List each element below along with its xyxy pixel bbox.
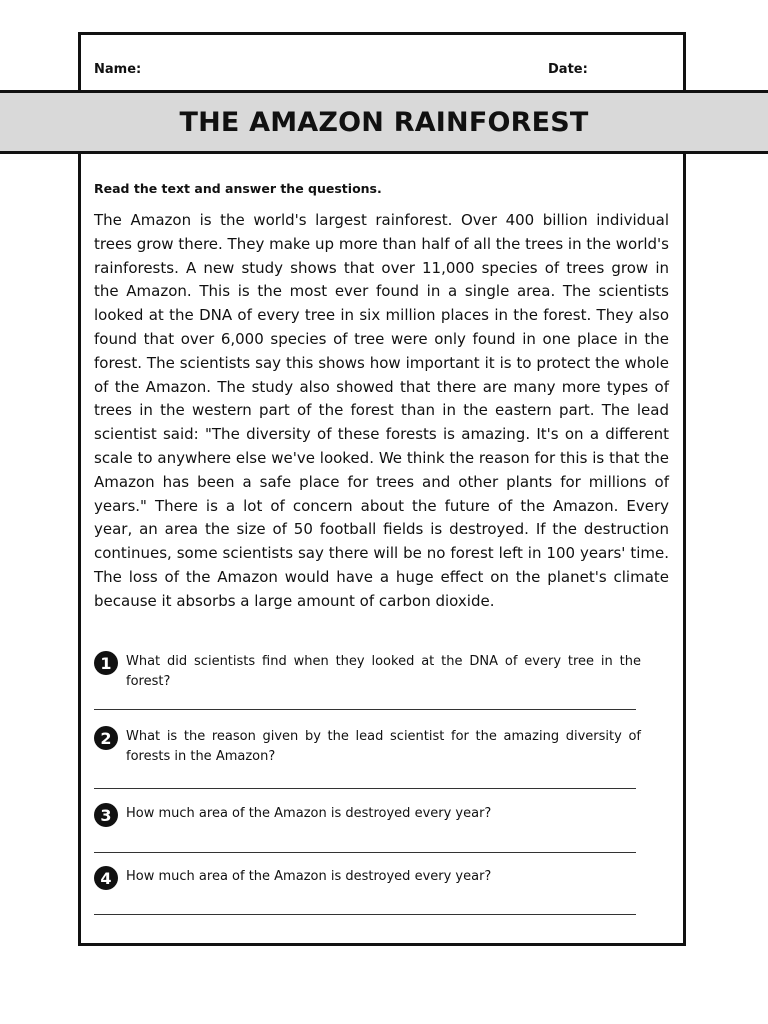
question-text-4: How much area of the Amazon is destroyed every year?	[126, 869, 492, 884]
answer-line-4[interactable]	[94, 914, 636, 915]
question-number-1: 1	[94, 651, 118, 675]
question-text-2: What is the reason given by the lead scientist for the amazing diversity of forests in the Amazon?	[126, 729, 641, 764]
title-banner	[0, 90, 768, 154]
question-number-4: 4	[94, 866, 118, 890]
answer-line-3[interactable]	[94, 852, 636, 853]
question-number-2: 2	[94, 726, 118, 750]
name-label: Name:	[94, 62, 142, 77]
question-number-3: 3	[94, 803, 118, 827]
reading-passage: The Amazon is the world's largest rainforest. Over 400 billion individual trees grow there. They make up more than half of all the trees in the world's rainforests. A new study shows that over 11,000 species of trees grow in the Amazon. This is the most ever found in a single area. The scientists looked at the DNA of every tree in six million places in the forest. They also found that over 6,000 species of tree were only found in one place in the forest. The scientists say this shows how important it is to protect the whole of the Amazon. The study also showed that there are many more types of trees in the western part of the forest than in the eastern part. The lead scientist said: "The diversity of these forests is amazing. It's on a different scale to anywhere else we've looked. We think the reason for this is that the Amazon has been a safe place for trees and other plants for millions of years." There is a lot of concern about the future of the Amazon. Every year, an area the size of 50 football fields is destroyed. If the destruction continues, some scientists say there will be no forest left in 100 years' time. The loss of the Amazon would have a huge effect on the planet's climate because it absorbs a large amount of carbon dioxide.	[94, 211, 669, 610]
answer-line-1[interactable]	[94, 709, 636, 710]
page-title: THE AMAZON RAINFOREST	[179, 106, 589, 138]
answer-line-2[interactable]	[94, 788, 636, 789]
question-text-1: What did scientists find when they looked at the DNA of every tree in the forest?	[126, 654, 641, 689]
instructions: Read the text and answer the questions.	[94, 181, 382, 196]
date-label: Date:	[548, 62, 588, 77]
question-text-3: How much area of the Amazon is destroyed every year?	[126, 806, 492, 821]
